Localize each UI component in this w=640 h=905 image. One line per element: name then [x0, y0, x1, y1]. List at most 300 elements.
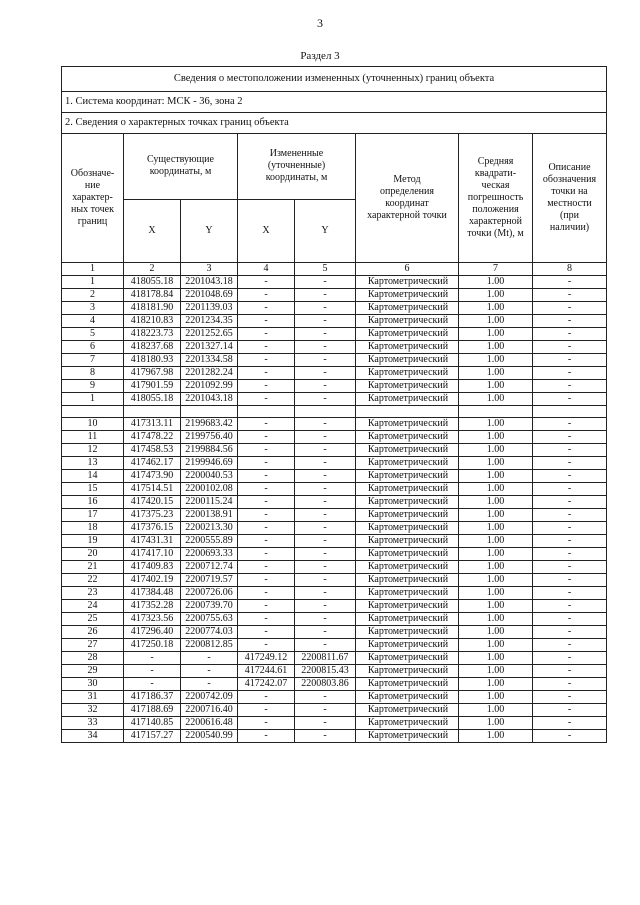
- changed-x-cell: -: [238, 626, 295, 639]
- method-cell: Картометрический: [356, 380, 459, 393]
- existing-y-cell: 2201282.24: [181, 367, 238, 380]
- method-cell: Картометрический: [356, 522, 459, 535]
- existing-x-cell: 417514.51: [124, 483, 181, 496]
- existing-x-cell: 417140.85: [124, 717, 181, 730]
- changed-x-cell: -: [238, 289, 295, 302]
- changed-x-cell: -: [238, 431, 295, 444]
- description-cell: -: [533, 354, 607, 367]
- error-cell: 1.00: [459, 431, 533, 444]
- existing-x-cell: [124, 406, 181, 418]
- method-cell: Картометрический: [356, 509, 459, 522]
- changed-x-cell: -: [238, 730, 295, 743]
- column-number: 5: [295, 263, 356, 276]
- existing-y-cell: -: [181, 678, 238, 691]
- error-cell: 1.00: [459, 587, 533, 600]
- changed-y-cell: -: [295, 587, 356, 600]
- table-row: [62, 328, 607, 341]
- point-number-cell: 4: [62, 315, 124, 328]
- existing-x-cell: -: [124, 678, 181, 691]
- changed-x-cell: -: [238, 444, 295, 457]
- point-number-cell: 5: [62, 328, 124, 341]
- existing-x-cell: 417420.15: [124, 496, 181, 509]
- table-row: [62, 509, 607, 522]
- description-cell: -: [533, 496, 607, 509]
- existing-y-cell: 2200693.33: [181, 548, 238, 561]
- existing-x-cell: 417188.69: [124, 704, 181, 717]
- method-cell: Картометрический: [356, 717, 459, 730]
- existing-x-cell: 417462.17: [124, 457, 181, 470]
- error-cell: [459, 406, 533, 418]
- changed-y-cell: -: [295, 548, 356, 561]
- description-cell: -: [533, 652, 607, 665]
- coordinate-system: 1. Система координат: МСК - 36, зона 2: [62, 92, 607, 113]
- method-cell: Картометрический: [356, 587, 459, 600]
- error-cell: 1.00: [459, 276, 533, 289]
- table-row: [62, 418, 607, 431]
- description-cell: -: [533, 418, 607, 431]
- table-row: [62, 678, 607, 691]
- changed-y-cell: -: [295, 561, 356, 574]
- error-cell: 1.00: [459, 470, 533, 483]
- existing-y-cell: 2200138.91: [181, 509, 238, 522]
- point-number-cell: 23: [62, 587, 124, 600]
- error-cell: 1.00: [459, 613, 533, 626]
- header-changed-y: Y: [295, 199, 356, 263]
- description-cell: -: [533, 276, 607, 289]
- description-cell: -: [533, 717, 607, 730]
- changed-y-cell: -: [295, 509, 356, 522]
- table-row: [62, 613, 607, 626]
- method-cell: Картометрический: [356, 302, 459, 315]
- table-row: [62, 704, 607, 717]
- point-number-cell: 25: [62, 613, 124, 626]
- point-number-cell: 24: [62, 600, 124, 613]
- table-row: [62, 393, 607, 406]
- changed-y-cell: -: [295, 276, 356, 289]
- column-number: 8: [533, 263, 607, 276]
- method-cell: Картометрический: [356, 393, 459, 406]
- points-caption: 2. Сведения о характерных точках границ объекта: [62, 113, 607, 134]
- existing-x-cell: 417313.11: [124, 418, 181, 431]
- description-cell: -: [533, 522, 607, 535]
- description-cell: -: [533, 691, 607, 704]
- existing-x-cell: 417323.56: [124, 613, 181, 626]
- method-cell: Картометрический: [356, 496, 459, 509]
- description-cell: -: [533, 509, 607, 522]
- point-number-cell: 1: [62, 276, 124, 289]
- point-number-cell: 32: [62, 704, 124, 717]
- existing-y-cell: -: [181, 665, 238, 678]
- existing-y-cell: 2201048.69: [181, 289, 238, 302]
- existing-x-cell: 417384.48: [124, 587, 181, 600]
- changed-y-cell: 2200803.86: [295, 678, 356, 691]
- changed-x-cell: -: [238, 341, 295, 354]
- point-number-cell: 19: [62, 535, 124, 548]
- point-number-cell: 26: [62, 626, 124, 639]
- changed-x-cell: -: [238, 587, 295, 600]
- existing-y-cell: 2200555.89: [181, 535, 238, 548]
- changed-y-cell: 2200815.43: [295, 665, 356, 678]
- existing-x-cell: 417376.15: [124, 522, 181, 535]
- description-cell: -: [533, 639, 607, 652]
- point-number-cell: 28: [62, 652, 124, 665]
- changed-x-cell: -: [238, 354, 295, 367]
- method-cell: Картометрический: [356, 730, 459, 743]
- error-cell: 1.00: [459, 367, 533, 380]
- existing-y-cell: 2200719.57: [181, 574, 238, 587]
- method-cell: Картометрический: [356, 691, 459, 704]
- error-cell: 1.00: [459, 457, 533, 470]
- method-cell: Картометрический: [356, 444, 459, 457]
- method-cell: Картометрический: [356, 613, 459, 626]
- point-number-cell: 17: [62, 509, 124, 522]
- existing-y-cell: 2200755.63: [181, 613, 238, 626]
- changed-x-cell: -: [238, 483, 295, 496]
- existing-y-cell: 2200812.85: [181, 639, 238, 652]
- changed-y-cell: -: [295, 626, 356, 639]
- changed-y-cell: -: [295, 600, 356, 613]
- changed-x-cell: -: [238, 548, 295, 561]
- description-cell: -: [533, 561, 607, 574]
- point-number-cell: 30: [62, 678, 124, 691]
- header-error: Средняя квадрати- ческая погрешность положения характерной точки (Mt), м: [459, 134, 533, 263]
- point-number-cell: 27: [62, 639, 124, 652]
- point-number-cell: 1: [62, 393, 124, 406]
- method-cell: Картометрический: [356, 289, 459, 302]
- existing-x-cell: 417296.40: [124, 626, 181, 639]
- description-cell: -: [533, 626, 607, 639]
- changed-y-cell: -: [295, 444, 356, 457]
- table-row: [62, 522, 607, 535]
- error-cell: 1.00: [459, 444, 533, 457]
- point-number-cell: 34: [62, 730, 124, 743]
- table-row: [62, 367, 607, 380]
- table-row: [62, 626, 607, 639]
- point-number-cell: 12: [62, 444, 124, 457]
- changed-y-cell: -: [295, 704, 356, 717]
- error-cell: 1.00: [459, 315, 533, 328]
- point-number-cell: 16: [62, 496, 124, 509]
- changed-x-cell: -: [238, 496, 295, 509]
- header-method: Метод определения координат характерной точки: [356, 134, 459, 263]
- error-cell: 1.00: [459, 665, 533, 678]
- description-cell: -: [533, 704, 607, 717]
- error-cell: 1.00: [459, 600, 533, 613]
- changed-x-cell: -: [238, 639, 295, 652]
- table-row: [62, 730, 607, 743]
- point-number-cell: 3: [62, 302, 124, 315]
- existing-x-cell: 417402.19: [124, 574, 181, 587]
- existing-x-cell: 417409.83: [124, 561, 181, 574]
- description-cell: -: [533, 535, 607, 548]
- description-cell: -: [533, 367, 607, 380]
- existing-y-cell: 2199884.56: [181, 444, 238, 457]
- table-row: [62, 341, 607, 354]
- existing-x-cell: 417431.31: [124, 535, 181, 548]
- table-row: [62, 665, 607, 678]
- changed-y-cell: -: [295, 457, 356, 470]
- existing-y-cell: 2200540.99: [181, 730, 238, 743]
- existing-y-cell: 2199756.40: [181, 431, 238, 444]
- table-row: [62, 302, 607, 315]
- changed-y-cell: -: [295, 470, 356, 483]
- existing-x-cell: 417458.53: [124, 444, 181, 457]
- changed-y-cell: -: [295, 730, 356, 743]
- column-number-row: [62, 263, 607, 276]
- table-row: [62, 315, 607, 328]
- error-cell: 1.00: [459, 522, 533, 535]
- existing-x-cell: 418237.68: [124, 341, 181, 354]
- method-cell: [356, 406, 459, 418]
- error-cell: 1.00: [459, 574, 533, 587]
- table-row: [62, 652, 607, 665]
- method-cell: Картометрический: [356, 328, 459, 341]
- changed-x-cell: -: [238, 328, 295, 341]
- point-number-cell: 9: [62, 380, 124, 393]
- existing-y-cell: 2200616.48: [181, 717, 238, 730]
- section-title: Раздел 3: [300, 50, 340, 62]
- header-changed-x: X: [238, 199, 295, 263]
- changed-y-cell: -: [295, 717, 356, 730]
- method-cell: Картометрический: [356, 652, 459, 665]
- changed-y-cell: -: [295, 483, 356, 496]
- changed-x-cell: -: [238, 393, 295, 406]
- error-cell: 1.00: [459, 639, 533, 652]
- changed-x-cell: 417242.07: [238, 678, 295, 691]
- changed-x-cell: -: [238, 600, 295, 613]
- header-point-designation: Обозначе- ние характер- ных точек границ: [62, 134, 124, 263]
- existing-y-cell: 2201234.35: [181, 315, 238, 328]
- method-cell: Картометрический: [356, 315, 459, 328]
- point-number-cell: 31: [62, 691, 124, 704]
- description-cell: -: [533, 302, 607, 315]
- table-row: [62, 574, 607, 587]
- description-cell: [533, 406, 607, 418]
- changed-x-cell: -: [238, 522, 295, 535]
- method-cell: Картометрический: [356, 354, 459, 367]
- existing-y-cell: 2200739.70: [181, 600, 238, 613]
- changed-y-cell: -: [295, 380, 356, 393]
- changed-x-cell: -: [238, 276, 295, 289]
- changed-x-cell: -: [238, 302, 295, 315]
- existing-x-cell: 417352.28: [124, 600, 181, 613]
- changed-x-cell: 417244.61: [238, 665, 295, 678]
- changed-x-cell: -: [238, 457, 295, 470]
- point-number-cell: 14: [62, 470, 124, 483]
- existing-y-cell: 2200115.24: [181, 496, 238, 509]
- table-row: [62, 717, 607, 730]
- existing-x-cell: 417417.10: [124, 548, 181, 561]
- method-cell: Картометрический: [356, 457, 459, 470]
- changed-x-cell: -: [238, 704, 295, 717]
- header-existing-x: X: [124, 199, 181, 263]
- changed-y-cell: -: [295, 613, 356, 626]
- existing-y-cell: 2199946.69: [181, 457, 238, 470]
- error-cell: 1.00: [459, 704, 533, 717]
- point-number-cell: 10: [62, 418, 124, 431]
- point-number-cell: 8: [62, 367, 124, 380]
- column-number: 3: [181, 263, 238, 276]
- existing-x-cell: 418210.83: [124, 315, 181, 328]
- error-cell: 1.00: [459, 652, 533, 665]
- point-number-cell: 20: [62, 548, 124, 561]
- existing-x-cell: 418055.18: [124, 276, 181, 289]
- method-cell: Картометрический: [356, 626, 459, 639]
- error-cell: 1.00: [459, 289, 533, 302]
- table-row: [62, 483, 607, 496]
- page-number: 3: [317, 16, 323, 30]
- changed-y-cell: [295, 406, 356, 418]
- existing-y-cell: 2200716.40: [181, 704, 238, 717]
- existing-y-cell: 2201043.18: [181, 276, 238, 289]
- method-cell: Картометрический: [356, 561, 459, 574]
- error-cell: 1.00: [459, 354, 533, 367]
- table-row: [62, 354, 607, 367]
- existing-x-cell: 418223.73: [124, 328, 181, 341]
- description-cell: -: [533, 341, 607, 354]
- existing-x-cell: -: [124, 665, 181, 678]
- method-cell: Картометрический: [356, 431, 459, 444]
- changed-y-cell: -: [295, 302, 356, 315]
- changed-x-cell: 417249.12: [238, 652, 295, 665]
- changed-y-cell: -: [295, 574, 356, 587]
- changed-y-cell: -: [295, 367, 356, 380]
- table-row: [62, 691, 607, 704]
- changed-x-cell: -: [238, 717, 295, 730]
- existing-x-cell: 417967.98: [124, 367, 181, 380]
- point-number-cell: 33: [62, 717, 124, 730]
- description-cell: -: [533, 457, 607, 470]
- point-number-cell: 6: [62, 341, 124, 354]
- existing-y-cell: 2200726.06: [181, 587, 238, 600]
- existing-x-cell: 418181.90: [124, 302, 181, 315]
- changed-y-cell: -: [295, 418, 356, 431]
- description-cell: -: [533, 393, 607, 406]
- description-cell: -: [533, 730, 607, 743]
- table-row: [62, 289, 607, 302]
- error-cell: 1.00: [459, 328, 533, 341]
- point-number-cell: 13: [62, 457, 124, 470]
- changed-y-cell: -: [295, 289, 356, 302]
- changed-x-cell: -: [238, 418, 295, 431]
- point-number-cell: 18: [62, 522, 124, 535]
- existing-y-cell: [181, 406, 238, 418]
- existing-y-cell: 2201043.18: [181, 393, 238, 406]
- table-row: [62, 496, 607, 509]
- table-row: [62, 548, 607, 561]
- error-cell: 1.00: [459, 626, 533, 639]
- error-cell: 1.00: [459, 483, 533, 496]
- existing-x-cell: 417901.59: [124, 380, 181, 393]
- point-number-cell: 11: [62, 431, 124, 444]
- point-number-cell: 22: [62, 574, 124, 587]
- method-cell: Картометрический: [356, 276, 459, 289]
- point-number-cell: 21: [62, 561, 124, 574]
- description-cell: -: [533, 328, 607, 341]
- existing-y-cell: 2201327.14: [181, 341, 238, 354]
- table-row: [62, 639, 607, 652]
- changed-y-cell: -: [295, 535, 356, 548]
- existing-y-cell: 2201252.65: [181, 328, 238, 341]
- table-row: [62, 380, 607, 393]
- existing-x-cell: 418178.84: [124, 289, 181, 302]
- existing-x-cell: 417186.37: [124, 691, 181, 704]
- existing-y-cell: 2201092.99: [181, 380, 238, 393]
- method-cell: Картометрический: [356, 483, 459, 496]
- existing-x-cell: 418055.18: [124, 393, 181, 406]
- changed-y-cell: -: [295, 341, 356, 354]
- point-number-cell: 15: [62, 483, 124, 496]
- table-row: [62, 457, 607, 470]
- column-number: 4: [238, 263, 295, 276]
- table-row: [62, 587, 607, 600]
- description-cell: -: [533, 587, 607, 600]
- method-cell: Картометрический: [356, 470, 459, 483]
- existing-y-cell: 2200742.09: [181, 691, 238, 704]
- changed-x-cell: -: [238, 367, 295, 380]
- error-cell: 1.00: [459, 393, 533, 406]
- error-cell: 1.00: [459, 496, 533, 509]
- error-cell: 1.00: [459, 341, 533, 354]
- changed-x-cell: -: [238, 470, 295, 483]
- method-cell: Картометрический: [356, 600, 459, 613]
- changed-x-cell: -: [238, 315, 295, 328]
- point-number-cell: 29: [62, 665, 124, 678]
- table-row: [62, 561, 607, 574]
- boundary-points-table: [61, 66, 607, 743]
- point-number-cell: 2: [62, 289, 124, 302]
- changed-y-cell: -: [295, 639, 356, 652]
- changed-y-cell: -: [295, 496, 356, 509]
- header-changed-coords: Измененные (уточненные) координаты, м: [238, 134, 356, 200]
- table-row: [62, 600, 607, 613]
- method-cell: Картометрический: [356, 418, 459, 431]
- error-cell: 1.00: [459, 717, 533, 730]
- table-row: [62, 444, 607, 457]
- method-cell: Картометрический: [356, 341, 459, 354]
- description-cell: -: [533, 548, 607, 561]
- method-cell: Картометрический: [356, 535, 459, 548]
- changed-y-cell: -: [295, 393, 356, 406]
- changed-x-cell: -: [238, 561, 295, 574]
- existing-x-cell: 417478.22: [124, 431, 181, 444]
- existing-x-cell: 417375.23: [124, 509, 181, 522]
- existing-x-cell: 418180.93: [124, 354, 181, 367]
- changed-y-cell: 2200811.67: [295, 652, 356, 665]
- description-cell: -: [533, 574, 607, 587]
- description-cell: -: [533, 470, 607, 483]
- description-cell: -: [533, 444, 607, 457]
- column-number: 7: [459, 263, 533, 276]
- description-cell: -: [533, 613, 607, 626]
- method-cell: Картометрический: [356, 548, 459, 561]
- description-cell: -: [533, 380, 607, 393]
- header-existing-coords: Существующие координаты, м: [124, 134, 238, 200]
- method-cell: Картометрический: [356, 665, 459, 678]
- description-cell: -: [533, 431, 607, 444]
- existing-y-cell: 2200102.08: [181, 483, 238, 496]
- error-cell: 1.00: [459, 691, 533, 704]
- table-row: [62, 406, 607, 418]
- method-cell: Картометрический: [356, 367, 459, 380]
- method-cell: Картометрический: [356, 704, 459, 717]
- changed-y-cell: -: [295, 354, 356, 367]
- method-cell: Картометрический: [356, 639, 459, 652]
- changed-x-cell: -: [238, 535, 295, 548]
- error-cell: 1.00: [459, 380, 533, 393]
- changed-y-cell: -: [295, 431, 356, 444]
- existing-x-cell: 417250.18: [124, 639, 181, 652]
